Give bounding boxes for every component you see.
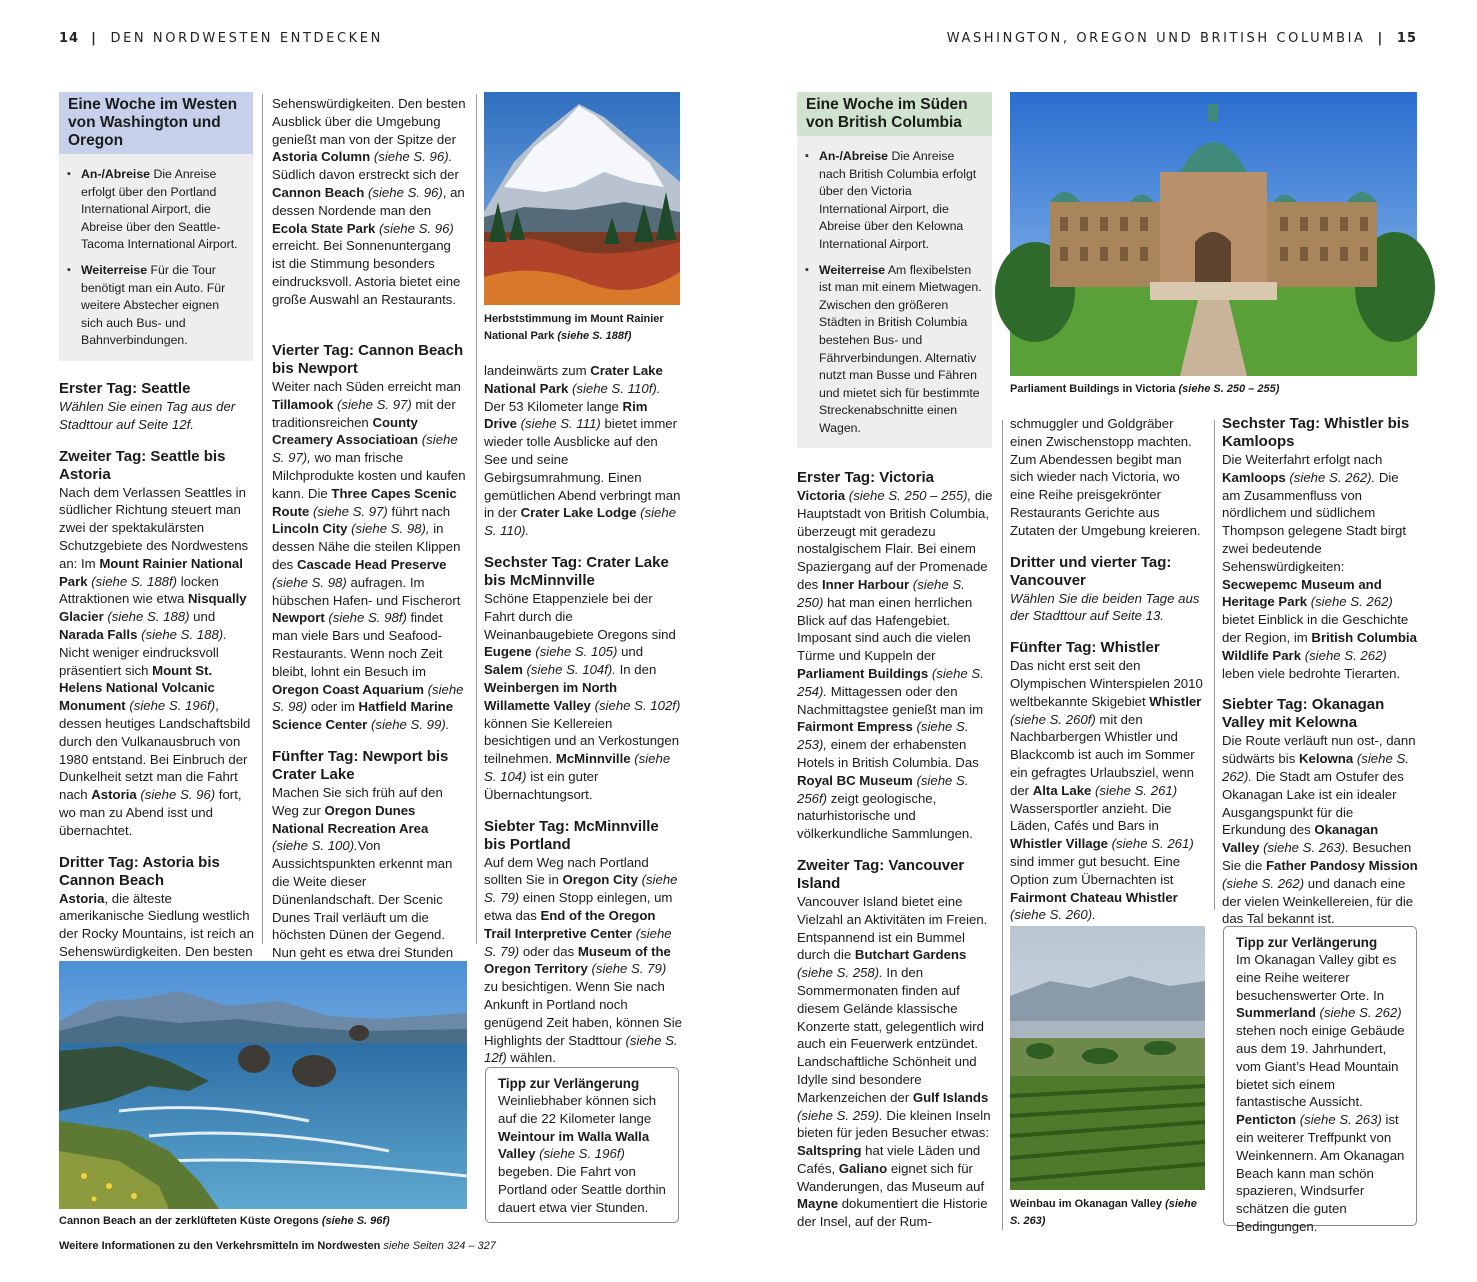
day-title: Fünfter Tag: Newport bis Crater Lake: [272, 747, 449, 783]
column-divider: [1002, 420, 1003, 1230]
coast-photo: [59, 961, 467, 1209]
column-left-3: landeinwärts zum Crater Lake National Park (siehe S. 110f). Der 53 Kilometer lange Rim Drive (siehe S. 111) bietet immer wieder tolle Ausblicke auf den See und seine Gebirgsumrahmung. Einen gemütlichen Abend verbringt man in der Crater Lake Lodge (siehe S. 110). Sechster Tag: Crater Lake bis McMinnville Schöne Etappenziele bei der Fahrt durch die Weinanbaugebiete Oregons sind Eugene (siehe S. 105) und Salem (siehe S. 104f). In den Weinbergen im North Willamette Valley (siehe S. 102f) können Sie Kellereien besichtigen und an Verkostungen teilnehmen. McMinnville (siehe S. 104) ist ein guter Übernachtungsort. Siebter Tag: McMinnville bis Portland Auf dem Weg nach Portland sollten Sie in Oregon City (siehe S. 79) einen Stopp einlegen, um etwa das End of the Oregon Trail Interpretive Center (siehe S. 79) oder das Museum of the Oregon Territory (siehe S. 79) zu besichtigen. Wenn Sie nach Ankunft in Portland noch genügend Zeit haben, können Sie Highlights der Stadttour (siehe S. 12f) wählen.: [484, 363, 682, 1066]
sidebar-item-arrival: ▪ An-/Abreise Die Anreise nach British Columbia erfolgt über den Victoria International Airport, die Abreise über den Kelowna International Airport.: [805, 148, 982, 254]
caption-cannon-beach: Cannon Beach an der zerklüfteten Küste Oregons (siehe S. 96f): [59, 1215, 390, 1227]
day-title: Erster Tag: Seattle: [59, 380, 191, 397]
column-left-2: Sehenswürdigkeiten. Den besten Ausblick über die Umgebung genießt man von der Spitze der Astoria Column (siehe S. 96). Südlich davon erstreckt sich der Cannon Beach (siehe S. 96), an dessen Nordende man den Ecola State Park (siehe S. 96) erreicht. Bei Sonnenuntergang ist die Stimmung besonders eindrucksvoll. Astoria bietet eine große Auswahl an Restaurants. Vierter Tag: Cannon Beach bis Newport Weiter nach Süden erreicht man Tillamook (siehe S. 97) mit der traditionsreichen County Creamery Associatioan (siehe S. 97), wo man frische Milchprodukte kosten und kaufen kann. Die Three Capes Scenic Route (siehe S. 97) führt nach Lincoln City (siehe S. 98), in dessen Nähe die steilen Klippen des Cascade Head Preserve (siehe S. 98) aufragen. Im hübschen Hafen- und Fischerort Newport (siehe S. 98f) findet man viele Bars und Seafood-Restaurants. Wenn noch Zeit bleibt, lohnt ein Besuch im Oregon Coast Aquarium (siehe S. 98) oder im Hatfield Marine Science Center (siehe S. 99). Fünfter Tag: Newport bis Crater Lake Machen Sie sich früh auf den Weg zur Oregon Dunes National Recreation Area (siehe S. 100).Von Aussichtspunkten erkennt man die Weite dieser Dünenlandschaft. Der Scenic Dunes Trail verläuft um die höchsten Dünen der Gegend. Nun geht es etwa drei Stunden: [272, 96, 466, 961]
mountain-photo: [484, 92, 680, 305]
chapter-title-right: WASHINGTON, OREGON UND BRITISH COLUMBIA: [946, 31, 1366, 46]
caption-okanagan: Weinbau im Okanagan Valley (siehe S. 263): [1010, 1198, 1197, 1227]
day-title: Sechster Tag: Whistler bis Kamloops: [1222, 415, 1410, 450]
column-left-1: Erster Tag: Seattle Wählen Sie einen Tag aus der Stadttour auf Seite 12f. Zweiter Tag: Seattle bis Astoria Nach dem Verlassen Seattles in südlicher Richtung steuert man zwei der spektakulärsten Schutzgebiete des Nordwestens an: Im Mount Rainier National Park (siehe S. 188f) locken Attraktionen wie etwa Nisqually Glacier (siehe S. 188) und Narada Falls (siehe S. 188). Nicht weniger eindrucksvoll präsentiert sich Mount St. Helens National Volcanic Monument (siehe S. 196f), dessen heutiges Landschaftsbild durch den Vulkanausbruch von 1980 entstand. Bei Einbruch der Dunkelheit setzt man die Fahrt nach Astoria (siehe S. 96) fort, wo man zu Abend isst und übernachtet. Dritter Tag: Astoria bis Cannon Beach Astoria, die älteste amerikanische Siedlung westlich der Rocky Mountains, ist reich an Sehenswürdigkeiten. Den besten: [59, 380, 254, 959]
day-title: Erster Tag: Victoria: [797, 469, 934, 486]
column-divider: [262, 94, 263, 944]
sidebar-washington: [59, 92, 253, 361]
sidebar-title-bc: Eine Woche im Süden von British Columbia: [797, 92, 992, 136]
running-head-right: WASHINGTON, OREGON UND BRITISH COLUMBIA | 15: [946, 31, 1417, 46]
caption-rainier: Herbststimmung im Mount Rainier National Park (siehe S. 188f): [484, 313, 664, 342]
column-right-3: Sechster Tag: Whistler bis Kamloops Die Weiterfahrt erfolgt nach Kamloops (siehe S. 262). Die am Zusammenfluss von nördlichem und südlichem Thompson gelegene Stadt birgt zwei bedeutende Sehenswürdigkeiten: Secwepemc Museum and Heritage Park (siehe S. 262) bietet Einblick in die Geschichte der Region, im British Columbia Wildlife Park (siehe S. 262) leben viele bedrohte Tierarten. Siebter Tag: Okanagan Valley mit Kelowna Die Route verläuft nun ost-, dann südwärts bis Kelowna (siehe S. 262). Die Stadt am Ostufer des Okanagan Lake ist ein idealer Ausgangspunkt für die Erkundung des Okanagan Valley (siehe S. 263). Besuchen Sie die Father Pandosy Mission (siehe S. 262) und danach eine der vielen Weinkellereien, für die das Tal bekannt ist.: [1222, 415, 1418, 927]
day-title: Sechster Tag: Crater Lake bis McMinnville: [484, 553, 669, 589]
column-right-1: Erster Tag: Victoria Victoria (siehe S. 250 – 255), die Hauptstadt von British Columbia, überzeugt mit geradezu nostalgischem Flair. Bei einem Spaziergang auf der Promenade des Inner Harbour (siehe S. 250) hat man einen herrlichen Blick auf das Hafengebiet. Imposant sind auch die vielen Türme und Kuppeln der Parliament Buildings (siehe S. 254). Mittagessen oder den Nachmittagstee genießt man im Fairmont Empress (siehe S. 253), einem der erhabensten Hotels in British Columbia. Das Royal BC Museum (siehe S. 256f) zeigt geologische, naturhistorische und völkerkundliche Sammlungen. Zweiter Tag: Vancouver Island Vancouver Island bietet eine Vielzahl an Aktivitäten im Freien. Entspannend ist ein Bummel durch die Butchart Gardens (siehe S. 258). In den Sommermonaten finden auf diesem Gelände klassische Konzerte statt, gelegentlich wird auch ein Feuerwerk entzündet. Landschaftliche Schönheit und Idylle sind besondere Markenzeichen der Gulf Islands (siehe S. 259). Die kleinen Inseln bieten für jeden Besucher etwas: Saltspring hat viele Läden und Cafés, Galiano eignet sich für Wanderungen, das Museum auf Mayne dokumentiert die Historie der Insel, auf der Rum-: [797, 469, 993, 1230]
sidebar-title-washington: Eine Woche im Westen von Washington und Oregon: [59, 92, 253, 154]
tip-box-right: Tipp zur Verlängerung Im Okanagan Valley gibt es eine Reihe weiterer besuchenswerter Orte. In Summerland (siehe S. 262) stehen noch einige Gebäude aus dem 19. Jahrhundert, vom Giant’s Head Mountain bietet sich einem fantastische Aussicht. Penticton (siehe S. 263) ist ein weiterer Treffpunkt von Weinkennern. Am Okanagan Beach kann man schön spazieren, Windsurfer schätzen die guten Bedingungen.: [1223, 926, 1417, 1226]
tip-box-left: Tipp zur Verlängerung Weinliebhaber können sich auf die 22 Kilometer lange Weintour im Walla Walla Valley (siehe S. 196f) begeben. Die Fahrt von Portland oder Seattle dorthin dauert etwa vier Stunden.: [485, 1067, 679, 1223]
day-title: Dritter und vierter Tag: Vancouver: [1010, 553, 1172, 589]
footer-note: Weitere Informationen zu den Verkehrsmitteln im Nordwesten siehe Seiten 324 – 327: [59, 1240, 496, 1252]
column-right-2: schmuggler und Goldgräber einen Zwischenstopp machten. Zum Abendessen begibt man sich wieder nach Victoria, wo eine Reihe preisgekrönter Restaurants Gerichte aus Zutaten der Umgebung kreieren. Dritter und vierter Tag: Vancouver Wählen Sie die beiden Tage aus der Stadttour auf Seite 13. Fünfter Tag: Whistler Das nicht erst seit den Olympischen Winterspielen 2010 weltbekannte Skigebiet Whistler (siehe S. 260f) mit den Nachbarbergen Whistler und Blackcomb ist auch im Sommer ein gefragtes Urlaubsziel, wenn der Alta Lake (siehe S. 261) Wassersportler anzieht. Die Läden, Cafés und Bars in Whistler Village (siehe S. 261) sind immer gut besucht. Eine Option zum Übernachten ist Fairmont Chateau Whistler (siehe S. 260).: [1010, 415, 1206, 924]
sidebar-item-travel: ▪ Weiterreise Für die Tour benötigt man ein Auto. Für weitere Abstecher eignen sich auch Bus- und Bahnverbindungen.: [67, 262, 243, 350]
page-number-left: 14: [59, 31, 80, 46]
day-title: Zweiter Tag: Seattle bis Astoria: [59, 447, 226, 483]
column-divider: [476, 94, 477, 944]
day-title: Siebter Tag: Okanagan Valley mit Kelowna: [1222, 696, 1385, 732]
tip-title: Tipp zur Verlängerung: [1236, 935, 1378, 950]
chapter-title-left: DEN NORDWESTEN ENTDECKEN: [110, 31, 383, 46]
sidebar-item-arrival: ▪ An-/Abreise Die Anreise erfolgt über den Portland International Airport, die Abreise über den Seattle-Tacoma International Airport.: [67, 166, 243, 254]
day-title: Dritter Tag: Astoria bis Cannon Beach: [59, 853, 220, 889]
day-title: Vierter Tag: Cannon Beach bis Newport: [272, 342, 464, 377]
day-title: Siebter Tag: McMinnville bis Portland: [484, 817, 659, 853]
running-head-left: 14 | DEN NORDWESTEN ENTDECKEN: [59, 31, 383, 46]
page-number-right: 15: [1396, 31, 1417, 46]
sidebar-bc: [797, 92, 992, 448]
day-title: Fünfter Tag: Whistler: [1010, 639, 1160, 657]
tip-title: Tipp zur Verlängerung: [498, 1076, 640, 1091]
parliament-photo: [1010, 92, 1417, 376]
column-divider: [1214, 420, 1215, 910]
vineyard-photo: [1010, 926, 1205, 1190]
day-title: Zweiter Tag: Vancouver Island: [797, 856, 965, 892]
sidebar-item-travel: ▪ Weiterreise Am flexibelsten ist man mit einem Mietwagen. Zwischen den größeren Städten in British Columbia bestehen Bus- und Fährverbindungen. Alternativ nutzt man Busse und Fähren und mietet sich für bestimmte Streckenabschnitte einen Wagen.: [805, 262, 982, 438]
caption-parliament: Parliament Buildings in Victoria (siehe S. 250 – 255): [1010, 383, 1280, 395]
